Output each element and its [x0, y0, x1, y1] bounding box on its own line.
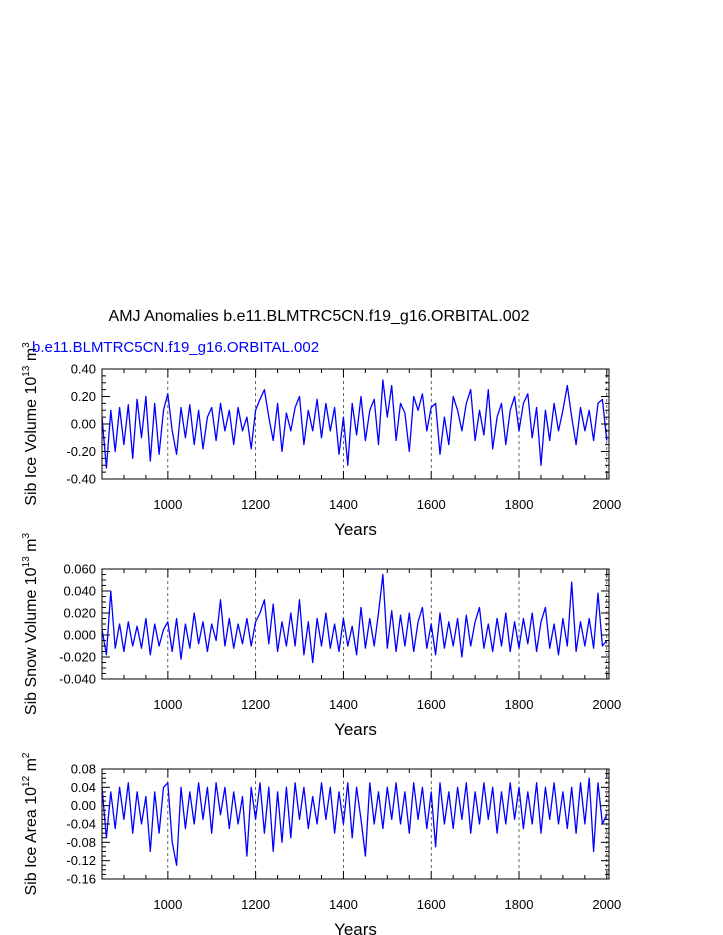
y-axis-label — [21, 752, 40, 895]
y-tick-label: 0.060 — [63, 561, 96, 577]
x-tick-label: 2000 — [592, 497, 622, 512]
y-tick-label: -0.020 — [59, 649, 96, 665]
y-tick-label: 0.08 — [70, 761, 96, 777]
y-tick-label: 0.40 — [70, 361, 96, 377]
x-tick-label: 1400 — [328, 697, 358, 712]
x-tick-label: 1400 — [328, 897, 358, 912]
x-axis-label: Years — [334, 720, 377, 739]
x-axis-label: Years — [334, 920, 377, 935]
x-tick-label: 1200 — [241, 897, 271, 912]
x-tick-label: 1000 — [153, 497, 183, 512]
x-tick-label: 1800 — [504, 497, 534, 512]
y-axis-label-exponent: 12 — [21, 775, 32, 787]
y-tick-label: -0.04 — [66, 816, 96, 832]
y-axis-label-exponent: 3 — [21, 342, 32, 348]
x-tick-label: 1200 — [241, 497, 271, 512]
y-axis-label — [21, 342, 40, 506]
x-tick-label: 1000 — [153, 897, 183, 912]
x-tick-label: 1000 — [153, 697, 183, 712]
y-tick-label: -0.08 — [66, 834, 96, 850]
y-tick-label: 0.00 — [70, 416, 96, 432]
y-tick-label: 0.020 — [63, 605, 96, 621]
x-tick-label: 1600 — [416, 497, 446, 512]
x-tick-label: 2000 — [592, 897, 622, 912]
y-tick-label: -0.12 — [66, 853, 96, 869]
x-tick-label: 2000 — [592, 697, 622, 712]
y-tick-label: 0.040 — [63, 583, 96, 599]
x-axis-label: Years — [334, 520, 377, 539]
x-tick-label: 1800 — [504, 697, 534, 712]
y-tick-label: 0.20 — [70, 389, 96, 404]
y-axis-label-part: m — [23, 758, 40, 776]
panel-subtitle: b.e11.BLMTRC5CN.f19_g16.ORBITAL.002 — [32, 339, 320, 356]
y-axis-label-exponent: 2 — [21, 752, 32, 759]
y-axis-label-part: Sib Ice Area 10 — [23, 786, 40, 896]
x-tick-label: 1600 — [416, 697, 446, 712]
y-axis-label-part: Sib Ice Volume 10 — [23, 376, 40, 506]
y-tick-label: -0.40 — [66, 471, 96, 487]
x-tick-label: 1600 — [416, 897, 446, 912]
y-tick-label: 0.000 — [63, 627, 96, 643]
y-axis-label-part: m — [23, 347, 40, 366]
x-tick-label: 1200 — [241, 697, 271, 712]
x-tick-label: 1800 — [504, 897, 534, 912]
figure-title: AMJ Anomalies b.e11.BLMTRC5CN.f19_g16.ORBITAL.002 — [108, 308, 530, 325]
y-axis-label-exponent: 3 — [21, 532, 32, 539]
y-tick-label: -0.20 — [66, 444, 96, 459]
y-axis-label-exponent: 13 — [21, 556, 32, 568]
y-tick-label: -0.16 — [66, 871, 96, 887]
y-axis-label-part: m — [23, 538, 40, 557]
y-axis-label-part: Sib Snow Volume 10 — [23, 567, 40, 716]
y-tick-label: 0.00 — [70, 798, 96, 814]
y-axis-label-exponent: 13 — [21, 365, 32, 377]
x-tick-label: 1400 — [328, 497, 358, 512]
y-tick-label: -0.040 — [59, 671, 96, 687]
y-tick-label: 0.04 — [70, 779, 96, 795]
